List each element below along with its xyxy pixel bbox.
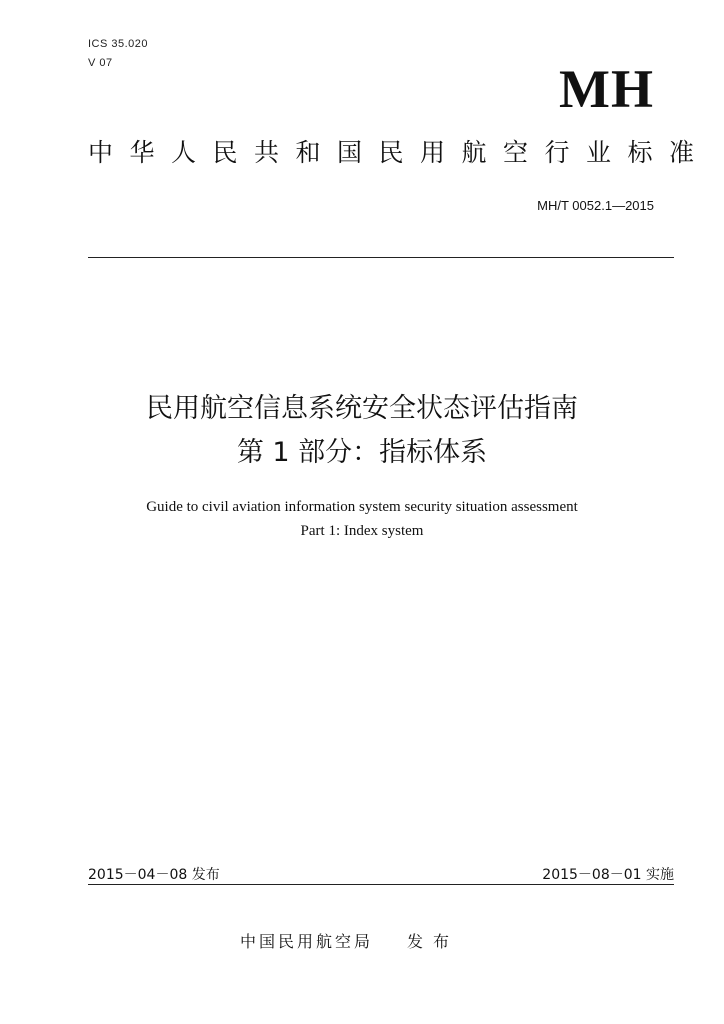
implementation-date: 2015－08－01 实施 bbox=[542, 867, 674, 883]
standard-type-heading: 中华人民共和国民用航空行业标准 bbox=[88, 138, 711, 167]
title-chinese-part: 第 1 部分：指标体系 bbox=[236, 437, 488, 468]
title-english-part: Part 1: Index system bbox=[300, 523, 424, 539]
issue-date: 2015－04－08 发布 bbox=[88, 867, 220, 883]
issuer-block bbox=[240, 934, 459, 950]
ics-code: ICS 35.020 bbox=[88, 38, 149, 50]
mh-logo: MH bbox=[559, 59, 654, 119]
title-chinese: 民用航空信息系统安全状态评估指南 bbox=[146, 393, 578, 424]
classification-code: V 07 bbox=[88, 57, 113, 69]
title-english: Guide to civil aviation information system security situation assessment bbox=[146, 499, 578, 515]
bottom-divider bbox=[88, 884, 674, 885]
issuer-action: 发布 bbox=[407, 932, 460, 951]
issuer-name: 中国民用航空局 bbox=[240, 932, 374, 951]
standard-number: MH/T 0052.1—2015 bbox=[537, 198, 654, 213]
top-divider bbox=[88, 257, 674, 258]
